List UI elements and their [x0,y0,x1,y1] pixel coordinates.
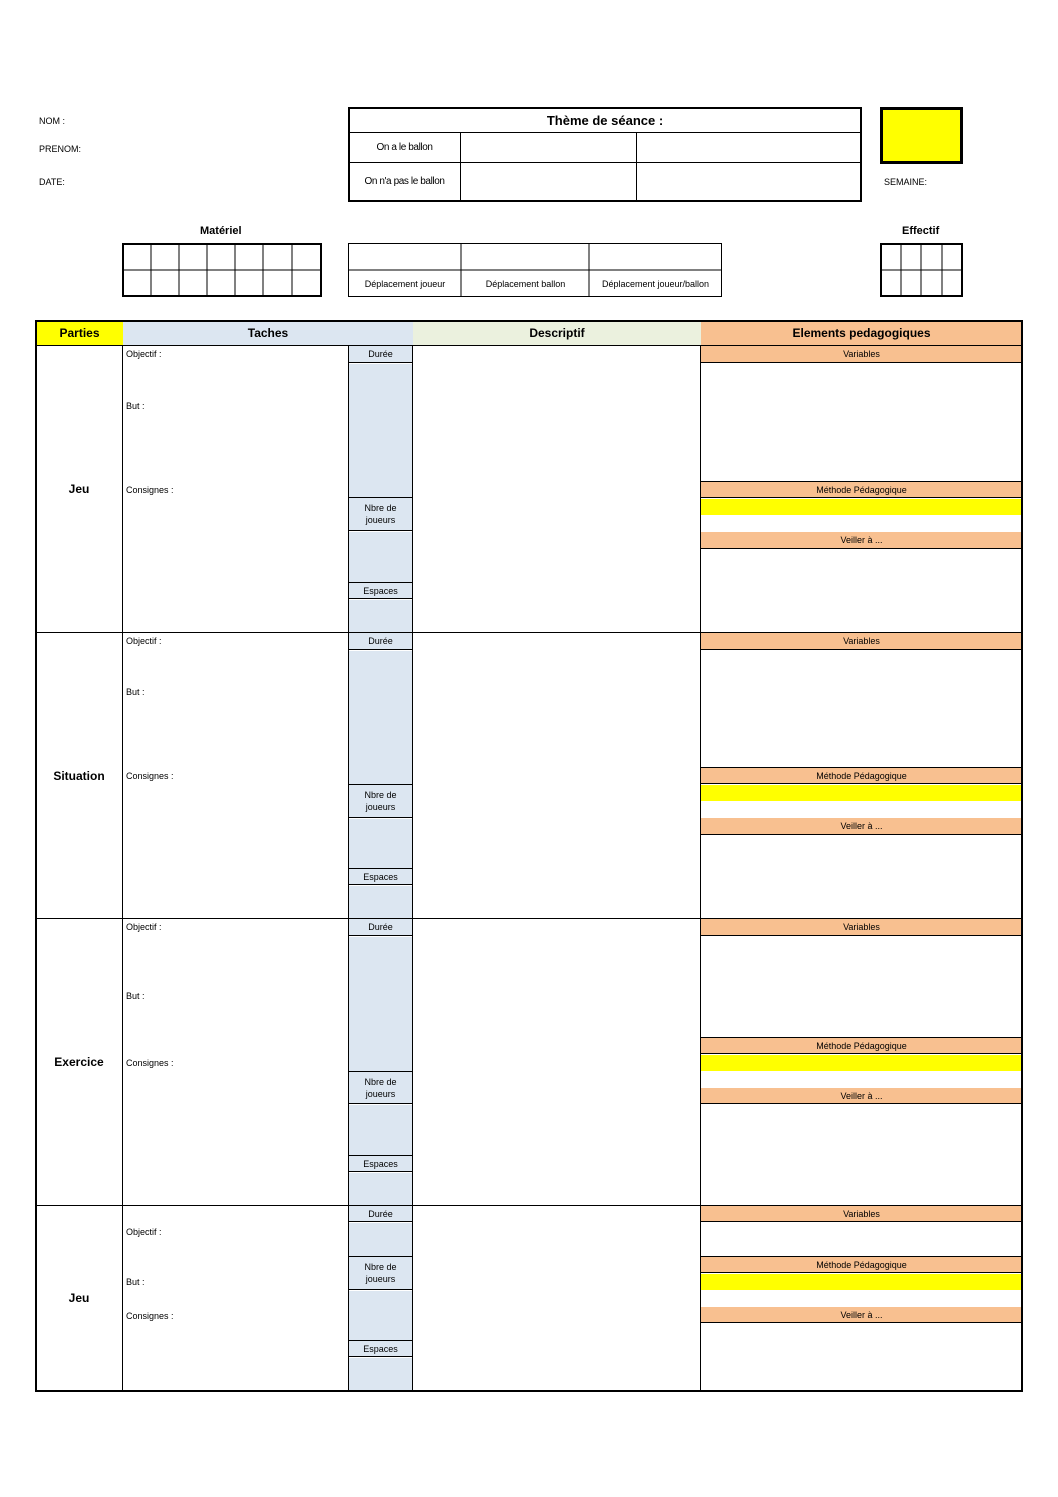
section-3-but-label: But : [126,991,145,1001]
section-2-methode-label: Méthode Pédagogique [701,767,1022,784]
on-na-pas-ballon-field-1[interactable] [461,163,636,200]
effectif-title: Effectif [902,225,940,237]
header-elements: Elements pedagogiques [701,321,1022,345]
section-4-consignes-label: Consignes : [126,1311,174,1321]
section-1-methode-label: Méthode Pédagogique [701,481,1022,498]
section-1-descriptif-field[interactable] [413,346,700,632]
section-4-objectif-label: Objectif : [126,1227,162,1237]
section-3-veiller-field[interactable] [701,1105,1022,1205]
section-4-veiller-label: Veiller à ... [701,1307,1022,1323]
section-2-espaces-field[interactable] [349,886,412,918]
deplacement-ballon: Déplacement ballon [485,278,566,289]
on-a-ballon-field-2[interactable] [637,133,861,162]
section-3-duree-field[interactable] [349,937,412,1071]
section-3-partie-label: Exercice [54,1055,104,1069]
section-3-nbre-joueurs-label: Nbre de joueurs [349,1071,412,1104]
section-2-variables-label: Variables [701,633,1022,650]
section-4-methode-label: Méthode Pédagogique [701,1256,1022,1273]
section-1-espaces-field[interactable] [349,600,412,632]
section-2-but-label: But : [126,687,145,697]
section-2-partie-label: Situation [53,768,105,783]
section-4-duree-field[interactable] [349,1223,412,1256]
section-1-espaces-label: Espaces [349,582,412,599]
section-2-espaces-label: Espaces [349,868,412,885]
section-4-veiller-field[interactable] [701,1324,1022,1390]
materiel-grid [122,243,322,297]
section-3-espaces-label: Espaces [349,1155,412,1172]
section-3-veiller-label: Veiller à ... [701,1088,1022,1104]
section-2-duree-label: Durée [349,633,412,650]
date-label: DATE: [39,177,65,187]
section-1-nbre-joueurs-label: Nbre de joueurs [349,497,412,531]
section-1-duree-field[interactable] [349,364,412,497]
section-3-tache-field[interactable] [124,933,348,1203]
section-4-partie-label: Jeu [68,1291,90,1305]
section-3-methode-label: Méthode Pédagogique [701,1037,1022,1054]
on-na-pas-ballon-label: On n'a pas le ballon [364,176,445,187]
section-4-duree-label: Durée [349,1206,412,1222]
section-4-variables-field[interactable] [701,1223,1022,1256]
nom-label: NOM : [39,116,65,126]
section-1-partie-label: Jeu [68,482,90,496]
section-3-consignes-label: Consignes : [126,1058,174,1068]
section-1-veiller-field[interactable] [701,550,1022,632]
effectif-grid [880,243,963,297]
section-2-methode-field[interactable] [701,785,1022,801]
section-3-variables-field[interactable] [701,937,1022,1037]
section-2-objectif-label: Objectif : [126,636,162,646]
section-1-tache-field[interactable] [124,360,348,630]
section-1-methode-field[interactable] [701,499,1022,515]
deplacement-joueur-ballon: Déplacement joueur/ballon [601,278,710,289]
on-a-ballon-label: On a le ballon [376,142,433,153]
header-descriptif: Descriptif [413,321,701,345]
section-3-variables-label: Variables [701,919,1022,936]
section-4-descriptif-field[interactable] [413,1206,700,1390]
section-3-objectif-label: Objectif : [126,922,162,932]
section-2-veiller-label: Veiller à ... [701,818,1022,835]
section-3-espaces-field[interactable] [349,1173,412,1205]
section-3-descriptif-field[interactable] [413,919,700,1205]
prenom-label: PRENOM: [39,144,82,154]
theme-title: Thème de séance : [546,112,664,128]
section-3-duree-label: Durée [349,919,412,936]
section-2-veiller-field[interactable] [701,836,1022,918]
section-1-consignes-label: Consignes : [126,485,174,495]
section-4-variables-label: Variables [701,1206,1022,1222]
on-na-pas-ballon-field-2[interactable] [637,163,861,200]
section-2-variables-field[interactable] [701,651,1022,767]
section-2-tache-field[interactable] [124,647,348,916]
week-badge [880,107,963,164]
semaine-label: SEMAINE: [884,177,928,187]
section-4-but-label: But : [126,1277,145,1287]
section-3-methode-field[interactable] [701,1055,1022,1071]
section-1-but-label: But : [126,401,145,411]
section-1-duree-label: Durée [349,346,412,363]
section-4-espaces-field[interactable] [349,1358,412,1390]
section-2-nbre-joueurs-field[interactable] [349,819,412,868]
section-4-nbre-joueurs-field[interactable] [349,1291,412,1340]
section-1-objectif-label: Objectif : [126,349,162,359]
section-2-duree-field[interactable] [349,651,412,784]
section-4-espaces-label: Espaces [349,1340,412,1357]
header-parties: Parties [36,321,123,345]
section-1-variables-label: Variables [701,346,1022,363]
section-2-nbre-joueurs-label: Nbre de joueurs [349,784,412,818]
section-1-veiller-label: Veiller à ... [701,532,1022,549]
materiel-title: Matériel [200,225,242,237]
on-a-ballon-field-1[interactable] [461,133,636,162]
header-taches: Taches [123,321,413,345]
deplacement-joueur: Déplacement joueur [364,278,446,289]
section-4-tache-field[interactable] [124,1220,348,1388]
section-2-descriptif-field[interactable] [413,633,700,918]
section-3-nbre-joueurs-field[interactable] [349,1105,412,1155]
section-2-consignes-label: Consignes : [126,771,174,781]
section-4-methode-field[interactable] [701,1274,1022,1290]
section-1-nbre-joueurs-field[interactable] [349,532,412,582]
section-4-nbre-joueurs-label: Nbre de joueurs [349,1256,412,1290]
section-1-variables-field[interactable] [701,364,1022,481]
